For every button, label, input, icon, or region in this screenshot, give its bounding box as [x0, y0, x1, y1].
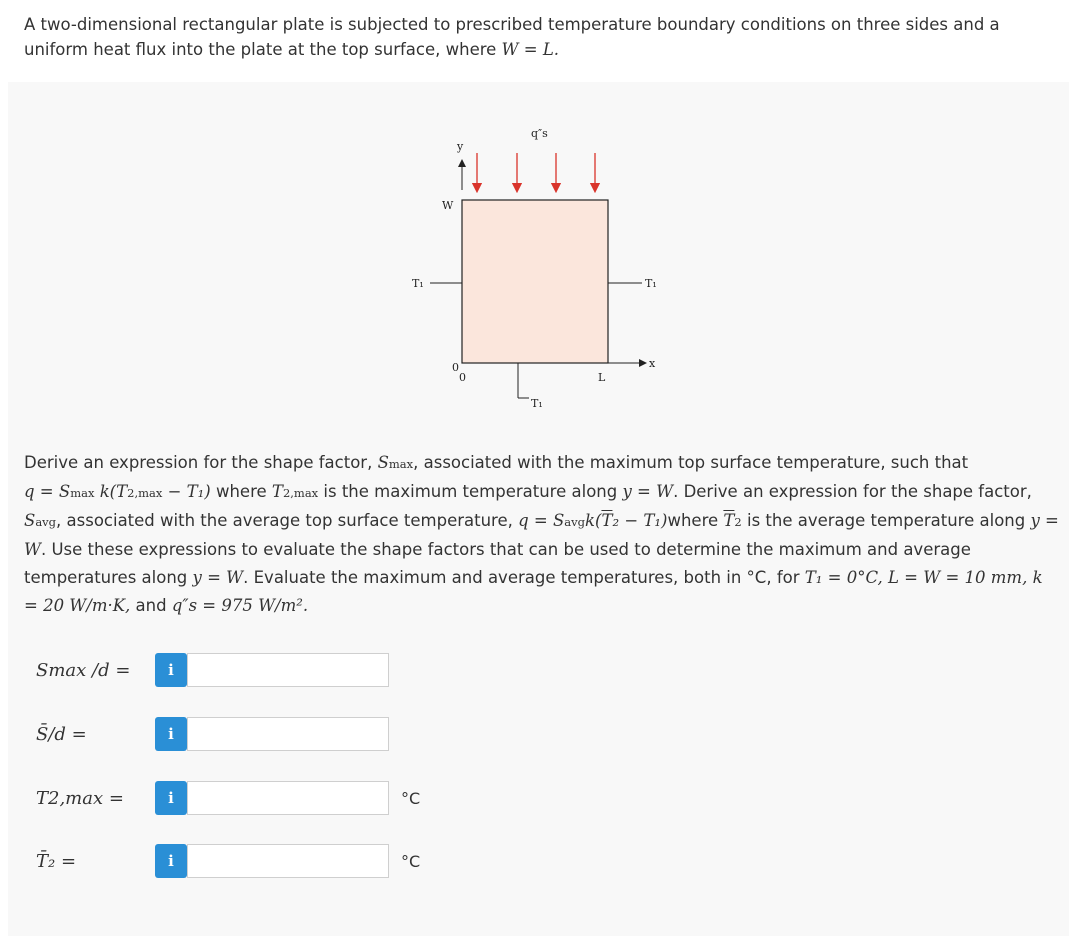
- intro-condition: W = L.: [501, 40, 560, 59]
- answer-input-t2avg[interactable]: [187, 844, 389, 878]
- origin-x-label: 0: [459, 371, 466, 384]
- answer-label-smax: Smax /d =: [36, 659, 131, 681]
- answer-label-t2max: T2,max =: [36, 787, 124, 809]
- answer-label-savg: S̄/d =: [36, 723, 87, 745]
- qs-label: q″s: [531, 127, 548, 140]
- T1-left-label: T₁: [412, 277, 424, 290]
- question-text: Derive an expression for the shape factor, Smax, associated with the maximum top surface temperature, such that q = Smax k(T2,max − T₁) where T2,max is the maximum temperature along y = W. Derive an expression for the shape factor, Savg, associated with the average top surface temperature, $q = Savgk(\overline{T}_2$ − T₁)where $\overline{T}2$ is the average temperature along y = W. Use these expressions to evaluate the shape factors that can be used to determine the maximum and average temperatures along y = W. Evaluate the maximum and average temperatures, both in °C, for T₁ = 0°C, L = W = 10 mm, k = 20 W/m·K, and q″s = 975 W/m².: [24, 453, 1059, 615]
- origin-label: 0: [452, 361, 459, 374]
- plate-figure: [395, 115, 685, 415]
- plate: [462, 200, 608, 363]
- info-icon[interactable]: i: [155, 781, 187, 815]
- L-label: L: [598, 371, 606, 384]
- answer-input-smax[interactable]: [187, 653, 389, 687]
- T1-right-label: T₁: [645, 277, 657, 290]
- answer-input-t2max[interactable]: [187, 781, 389, 815]
- answer-unit-celsius: °C: [401, 788, 421, 808]
- y-axis-label: y: [457, 140, 464, 153]
- W-label: W: [442, 199, 454, 212]
- info-icon[interactable]: i: [155, 653, 187, 687]
- answer-unit-celsius: °C: [401, 851, 421, 871]
- T1-bottom-label: T₁: [531, 397, 543, 410]
- info-icon[interactable]: i: [155, 844, 187, 878]
- intro: A two-dimensional rectangular plate is subjected to prescribed temperature boundary conditions on three sides and a uniform heat flux into the plate at the top surface, where W = L.: [24, 15, 1000, 59]
- answer-input-savg[interactable]: [187, 717, 389, 751]
- info-icon[interactable]: i: [155, 717, 187, 751]
- answer-label-t2avg: T̄₂ =: [36, 850, 77, 872]
- x-axis-label: x: [649, 357, 656, 370]
